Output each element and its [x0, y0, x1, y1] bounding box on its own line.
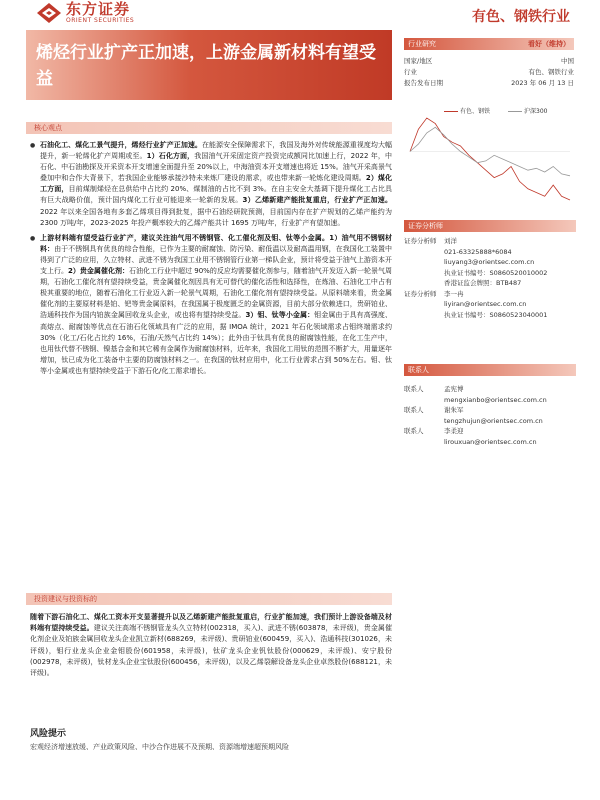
rating-badge: 看好（维持）: [528, 40, 570, 48]
analyst-value: liyiran@orientsec.com.cn: [444, 300, 527, 308]
performance-chart: [404, 104, 576, 208]
contact-row: [404, 395, 576, 406]
core-view-head: [26, 122, 392, 134]
core-view-paragraph: ● 上游材料端有望受益行业扩产，建议关注油气用不锈钢管、化工催化剂及钼、钛等小金属。1）油气用不锈钢材料：由于不锈钢具有优良的综合性能，已作为主要的耐腐蚀、防污染、耐低温以及耐高温用钢，在我国化工装置中得到了广泛的应用，久立特材、武进不锈为我国工业用不锈钢管行业第一梯队企业，预计将受益于油气上游资本开支上行。2）贵金属催化剂：石油化工行业中超过 90%的反应均需要催化剂参与，随着油气开发迈入新一轮景气周期，石油化工催化剂有望持续受益，贵金属催化剂因具有无可替代的催化活性和选择性，在炼油、石油化工中占有极其重要的地位，随着石油化工行业迈入新一轮景气周期，石油化工催化剂有望持续受益。从原料端来看，贵金属催化剂的主要原材料是铂、钯等贵金属原料，在我国属于极度匮乏的金属资源，目前大部分依赖进口，贵研铂业、浩通科技作为国内铂族金属回收龙头企业，或也将有望持续受益。3）钼、钛等小金属：钼金属由于具有高强度、高熔点、耐腐蚀等优点在石油石化领域具有广泛的应用，据 IMOA 统计，2021 年石化领域需求占钼终端需求约 30%（化工/石化占比约 16%，石油/天然气占比约 14%）；此外由于钛具有优良的耐腐蚀性能，在化工生产中，也用钛代替不锈钢、镍基合金和其它稀有金属作为耐腐蚀材料，近年来，我国化工用钛的范围不断扩大，用量逐年增加，钛已成为化工装备中主要的防腐蚀材料之一。在我国的钛材应用中，化工行业需求占到 50%左右。钼、钛等小金属或也有望持续受益于下游石化/化工需求增长。: [30, 233, 392, 377]
analyst-label: [404, 299, 444, 310]
contact-row: [404, 426, 576, 437]
contact-label: 联系人: [404, 406, 424, 414]
analyst-label: [404, 257, 444, 268]
analyst-label: [404, 278, 444, 289]
contact-label: 联系人: [404, 385, 424, 393]
info-row: 报告发布日期 2023 年 06 月 13 日: [404, 79, 574, 87]
analyst-label: 证券分析师: [404, 237, 437, 245]
logo-cn-text: 东方证券: [66, 0, 131, 18]
analyst-value: 李一冉: [444, 289, 464, 298]
risk-text: 宏观经济增速放缓、产业政策风险、中沙合作进展不及预期、资源端增速超预期风险: [30, 743, 289, 751]
chart-plot: [404, 104, 576, 208]
invest-label: 投资建议与投资标的: [34, 595, 97, 603]
analyst-panel: [404, 220, 576, 320]
analyst-label: [404, 268, 444, 279]
contact-section-head: [404, 364, 576, 376]
core-view-paragraph: ● 石油化工、煤化工景气提升，烯烃行业扩产正加速。在能源安全保障需求下，我国及海外对传统能源重视度均大幅提升，新一轮烯化扩产周期或至。1）石化方面，我国油气开采固定资产投资完成额同比加速上行，2022 年，中石化、中石油勘探及开采资本开支增速全面提升至 20%以上，中海油资本开支增速也将近 15%。油气开采高景气叠加中和合作大背景下，若我国企业能够承接沙特未来炼厂建设的需求，或也带来新一轮炼化建设周期。2）煤化工方面，目前煤制烯烃在总供给中占比约 20%、煤制油的占比不到 3%。在自主安全大基调下提升煤化工占比具有巨大战略价值，预计国内煤化工行业可能迎来一轮新的发展。3）乙烯新建产能批复重启，行业扩产正加速。2022 年以来全国各地有多套乙烯项目得到批复，据中石油经研院预测，目前国内存在扩产规划的乙烯产能约为 2300 万吨/年，2023-2025 年投产概率较大的乙烯产能共计 1695 万吨/年，行业扩产有望加速。: [30, 140, 392, 229]
contact-value: lirouxuan@orientsec.com.cn: [444, 437, 537, 446]
contact-value: mengxianbo@orientsec.com.cn: [444, 395, 547, 404]
analyst-row: [404, 299, 576, 310]
contact-row: [404, 437, 576, 448]
contact-value: 孟宪博: [444, 385, 464, 393]
contact-section-label: 联系人: [408, 366, 429, 374]
info-panel: [404, 38, 574, 89]
sector-heading: 有色、钢铁行业: [472, 9, 570, 25]
analyst-value: 香港证监会牌照：BTB487: [444, 279, 522, 287]
contact-value: tengzhujun@orientsec.com.cn: [444, 416, 543, 425]
info-row: 行业 有色、钢铁行业: [404, 68, 574, 76]
risk-heading: 风险提示: [30, 729, 67, 739]
core-view-body: [30, 140, 392, 381]
contact-label: [404, 437, 444, 448]
title-banner: [26, 30, 392, 100]
info-section-label: 行业研究: [408, 40, 436, 48]
invest-head: [26, 593, 392, 605]
analyst-value: 执业证书编号：S0860523040001: [444, 310, 548, 319]
analyst-value: 刘洋: [444, 237, 457, 245]
info-row: 国家/地区 中国: [404, 57, 574, 65]
invest-body: 随着下游石油化工、煤化工资本开支显著提升以及乙烯新建产能批复重启，行业扩能加速，我们预计上游设备端及材料端有望持续受益。建议关注高端不锈钢管龙头久立特材(002318，买入)、武进不锈(603878，未评级)，贵金属催化剂企业及铂族金属回收龙头企业凯立新材(688269，未评级)、贵研铂业(600459，买入)、浩通科技(301026，未评级)，钼行业龙头企业金钼股份(601958，未评级)，钛矿龙头企业钒钛股份(000629，未评级)、安宁股份(002978，未评级)，钛材龙头企业宝钛股份(600456，未评级)，以及乙烯裂解设备龙头企业卓然股份(688121，未评级)。: [30, 613, 393, 678]
page-header: [0, 0, 600, 28]
legend-item: 有色、钢铁: [444, 106, 490, 115]
contact-row: [404, 416, 576, 427]
analyst-label: [404, 247, 444, 258]
contact-value: 李柔迎: [444, 427, 464, 435]
logo-mark-icon: [36, 2, 62, 24]
analyst-row: [404, 289, 576, 300]
analyst-label: 证券分析师: [404, 289, 437, 298]
analyst-value: 执业证书编号：S0860520010002: [444, 268, 548, 277]
info-section-head: [404, 38, 574, 50]
brand-logo: [36, 2, 134, 24]
contact-label: 联系人: [404, 427, 424, 435]
contact-value: 谢朱军: [444, 406, 464, 414]
series-line-0: [410, 118, 570, 200]
analyst-row: [404, 247, 576, 258]
analyst-row: [404, 310, 576, 321]
logo-en-text: ORIENT SECURITIES: [66, 17, 135, 24]
analyst-row: [404, 268, 576, 279]
analyst-section-head: [404, 220, 576, 232]
core-view-label: 核心观点: [34, 124, 62, 132]
chart-legend: [444, 106, 547, 115]
report-title: 烯烃行业扩产正加速，上游金属新材料有望受益: [36, 43, 376, 89]
analyst-row: [404, 278, 576, 289]
contact-panel: [404, 364, 576, 447]
contact-label: [404, 416, 444, 427]
contact-row: [404, 384, 576, 395]
analyst-row: [404, 257, 576, 268]
analyst-label: [404, 310, 444, 321]
contact-row: [404, 405, 576, 416]
legend-item: 沪深300: [508, 106, 547, 115]
analyst-value: 021-63325888*6084: [444, 247, 512, 256]
analyst-row: [404, 236, 576, 247]
analyst-section-label: 证券分析师: [408, 222, 443, 230]
analyst-value: liuyang3@orientsec.com.cn: [444, 258, 535, 266]
contact-label: [404, 395, 444, 406]
